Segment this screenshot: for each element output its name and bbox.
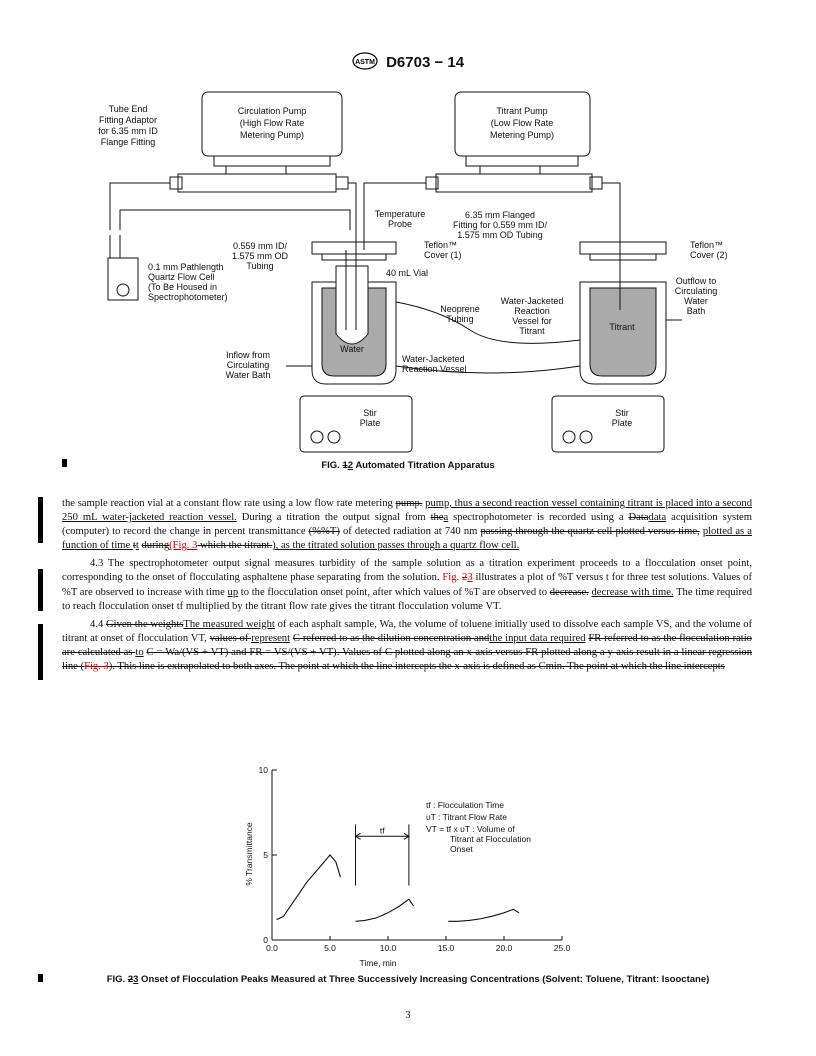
text-segment: decrease. — [549, 586, 589, 598]
text-segment: passing through the quartz cell plotted versus time, — [480, 526, 700, 538]
text-segment: values of — [209, 632, 252, 644]
text-segment: Fig. — [442, 572, 463, 584]
svg-text:Titrant: Titrant — [609, 322, 635, 332]
text-segment: to the flocculation onset point, after which values of %T are observed to — [238, 586, 550, 598]
text-segment: 4.4 — [90, 618, 107, 630]
y-tick-label: 10 — [258, 765, 268, 775]
text-segment: the input data required — [489, 632, 586, 644]
titration-apparatus-diagram — [90, 80, 740, 460]
svg-text:Plate: Plate — [611, 418, 633, 428]
svg-text:Plate: Plate — [359, 418, 381, 428]
text-segment: , and the volume of titrant at onset of flocculation V — [62, 618, 753, 644]
svg-text:ASTM: ASTM — [355, 59, 375, 66]
text-segment: 4.3 The spectrophotometer output signal measures turbidity of the sample solution as a titration experiment proceeds to a flocculation onset point, corresponding to the onset of flocculating asphaltene phase separating from the solution. — [62, 558, 752, 584]
svg-text:Tubing: Tubing — [246, 261, 274, 271]
svg-text:Tube End: Tube End — [108, 104, 148, 114]
figure-1-caption: FIG. 12 Automated Titration Apparatus — [321, 460, 495, 471]
y-tick-label: 0 — [263, 935, 268, 945]
text-segment: a — [388, 618, 394, 630]
series-line-1 — [277, 855, 341, 920]
text-segment: of each asphalt sample, W — [274, 618, 389, 630]
change-bar — [38, 497, 43, 543]
x-tick-label: 0.0 — [266, 943, 278, 953]
text-segment: data — [648, 512, 667, 524]
text-segment: The time required to reach flocculation onset t — [62, 586, 753, 612]
svg-text:Teflon™: Teflon™ — [424, 240, 458, 250]
svg-text:Fitting Adaptor: Fitting Adaptor — [98, 115, 158, 125]
svg-text:Stir: Stir — [363, 408, 377, 418]
text-segment: pump. — [395, 498, 423, 509]
svg-text:(Low Flow Rate: (Low Flow Rate — [490, 118, 554, 128]
svg-text:(To Be Housed in: (To Be Housed in — [148, 282, 218, 292]
svg-text:Circulating: Circulating — [674, 286, 718, 296]
svg-text:Teflon™: Teflon™ — [690, 240, 724, 250]
text-segment: of detected radiation at 740 nm — [339, 526, 481, 538]
text-segment: which the titrant. — [197, 540, 273, 552]
document-designation: D6703 − 14 — [386, 53, 465, 71]
svg-text:0.1 mm Pathlength: 0.1 mm Pathlength — [148, 262, 224, 272]
svg-text:Vessel for: Vessel for — [512, 316, 552, 326]
text-segment: C referred to as the dilution concentration and — [292, 632, 490, 644]
text-segment: (Fig. 3 — [169, 540, 198, 552]
chart-legend — [426, 800, 531, 854]
paragraph-4-3 — [62, 557, 752, 613]
paragraph-4-2-continued — [62, 497, 752, 553]
svg-text:Reaction Vessel: Reaction Vessel — [402, 364, 467, 374]
text-segment: S — [663, 618, 670, 630]
svg-text:Cover (1): Cover (1) — [424, 250, 462, 260]
text-segment: 2 — [462, 572, 468, 584]
text-segment: . — [498, 600, 502, 612]
svg-text:Stir: Stir — [615, 408, 629, 418]
text-segment: (%%T) — [308, 526, 340, 538]
svg-text:Metering Pump): Metering Pump) — [489, 130, 555, 140]
y-tick-label: 5 — [263, 850, 268, 860]
text-segment: t — [135, 540, 139, 552]
text-segment: T — [493, 600, 499, 612]
svg-text:Fitting for 0.559 mm ID/: Fitting for 0.559 mm ID/ — [452, 220, 548, 230]
svg-text:Quartz Flow Cell: Quartz Flow Cell — [148, 272, 215, 282]
svg-text:Titrant: Titrant — [519, 326, 545, 336]
change-bar — [38, 569, 43, 611]
text-segment: the — [430, 512, 444, 524]
text-segment: The measured weight — [183, 618, 275, 630]
svg-text:Water-Jacketed: Water-Jacketed — [402, 354, 465, 364]
body-text — [62, 497, 752, 674]
x-tick-label: 5.0 — [324, 943, 336, 953]
text-segment: Given the weights — [106, 618, 184, 630]
text-segment: illustrates a plot of %T versus t for three test solutions. Values of %T are observed to increase with time — [62, 572, 752, 598]
text-segment: the sample reaction vial at a constant flow rate using a low flow rate metering — [62, 498, 396, 509]
paragraph-4-4 — [62, 618, 752, 674]
svg-text:Flange Fitting: Flange Fitting — [100, 137, 156, 147]
legend-line: υT : Titrant Flow Rate — [426, 812, 508, 822]
change-bar — [38, 624, 43, 680]
svg-text:Metering Pump): Metering Pump) — [239, 130, 305, 140]
flocculation-peaks-chart — [230, 762, 590, 967]
svg-text:1.575 mm OD: 1.575 mm OD — [231, 251, 289, 261]
x-tick-label: 20.0 — [495, 943, 513, 953]
svg-text:Inflow from: Inflow from — [225, 350, 271, 360]
x-tick-label: 15.0 — [437, 943, 455, 953]
stir-plate-left — [300, 396, 412, 452]
text-segment: pump, thus a second reaction vessel containing titrant is placed into a second 250 mL water-jacketed reaction vessel. — [62, 498, 752, 524]
text-segment: multiplied by the titrant flow rate gives the titrant flocculation volume V — [183, 600, 494, 612]
text-segment: T — [198, 632, 205, 644]
stir-plate-right — [552, 396, 664, 452]
legend-line: Titrant at Flocculation — [450, 834, 531, 844]
legend-line: Onset — [450, 844, 473, 854]
titrant-pump-head — [436, 174, 592, 192]
series-line-2 — [356, 899, 414, 921]
text-segment: 3 — [467, 572, 473, 584]
circ-pump-head — [178, 174, 336, 192]
text-segment: , — [204, 632, 210, 644]
svg-text:Neoprene: Neoprene — [440, 304, 480, 314]
tf-annotation: tf — [379, 825, 385, 836]
page-header — [0, 52, 816, 74]
text-segment: C = Wa/(VS + VT) and FR = VS/(VS + VT). Values of C plotted along an x-axis versus FR plotted along a y-axis result in a linear regression line ( — [62, 646, 752, 673]
svg-text:Spectrophotometer): Spectrophotometer) — [148, 292, 228, 302]
text-segment: during — [141, 540, 170, 552]
svg-text:Circulation Pump: Circulation Pump — [237, 106, 307, 116]
page-number: 3 — [405, 1010, 411, 1021]
text-segment: decrease with time. — [591, 586, 674, 598]
svg-text:Outflow to: Outflow to — [675, 276, 717, 286]
svg-text:(High Flow Rate: (High Flow Rate — [239, 118, 305, 128]
text-segment: ). This line is extrapolated to both axes. The point at which the line intercepts the x-axis is defined as Cmin. The point at which the line intercepts — [108, 661, 725, 673]
svg-text:0.559 mm ID/: 0.559 mm ID/ — [232, 241, 288, 251]
x-axis-label: Time, min — [359, 958, 397, 967]
text-segment: spectrophotometer is recorded using a — [448, 512, 629, 524]
legend-line: tf : Flocculation Time — [426, 800, 504, 810]
svg-text:Titrant Pump: Titrant Pump — [496, 106, 548, 116]
svg-text:6.35 mm Flanged: 6.35 mm Flanged — [464, 210, 536, 220]
text-segment: , the volume of toluene initially used to dissolve each sample V — [393, 618, 664, 630]
text-segment: Fig. 3 — [84, 661, 109, 673]
text-segment: FR referred to as the flocculation ratio are calculated as — [62, 632, 752, 658]
svg-text:Temperature: Temperature — [374, 209, 426, 219]
svg-text:Water: Water — [684, 296, 708, 306]
svg-text:Cover (2): Cover (2) — [690, 250, 728, 260]
x-tick-label: 10.0 — [379, 943, 397, 953]
text-segment: a — [443, 512, 449, 524]
text-segment: up — [227, 586, 239, 598]
legend-line: VT = tf x υT : Volume of — [426, 824, 515, 834]
text-segment: ), as the titrated solution passes through a quartz flow cell. — [272, 540, 520, 552]
svg-text:Circulating: Circulating — [226, 360, 270, 370]
svg-text:Tubing: Tubing — [446, 314, 474, 324]
text-segment: During a titration the output signal from — [236, 512, 431, 524]
svg-text:Probe: Probe — [387, 219, 413, 229]
astm-logo-icon — [352, 52, 378, 74]
svg-text:40 mL Vial: 40 mL Vial — [386, 268, 429, 278]
figure-3-caption: FIG. 23 Onset of Flocculation Peaks Measured at Three Successively Increasing Concentrations (Solvent: Toluene, Titrant: Isooctane) — [106, 974, 710, 985]
text-segment: t — [132, 540, 136, 552]
svg-text:Reaction: Reaction — [514, 306, 550, 316]
svg-text:Water Bath: Water Bath — [225, 370, 271, 380]
svg-text:Water-Jacketed: Water-Jacketed — [500, 296, 564, 306]
series-line-3 — [448, 909, 519, 921]
text-segment: acquisition system (computer) to record the change in percent transmittance — [62, 512, 752, 538]
text-segment: plotted as a function of time — [62, 526, 752, 552]
x-tick-label: 25.0 — [553, 943, 571, 953]
text-segment: represent — [251, 632, 291, 644]
text-segment: to — [135, 646, 144, 658]
text-segment: f — [179, 600, 184, 612]
y-axis-label: % Transmittance — [244, 822, 254, 886]
svg-text:Bath: Bath — [686, 306, 706, 316]
svg-text:for 6.35 mm ID: for 6.35 mm ID — [98, 126, 158, 136]
svg-text:Water: Water — [340, 344, 364, 354]
svg-text:1.575 mm OD Tubing: 1.575 mm OD Tubing — [457, 230, 543, 240]
text-segment: Data — [628, 512, 649, 524]
